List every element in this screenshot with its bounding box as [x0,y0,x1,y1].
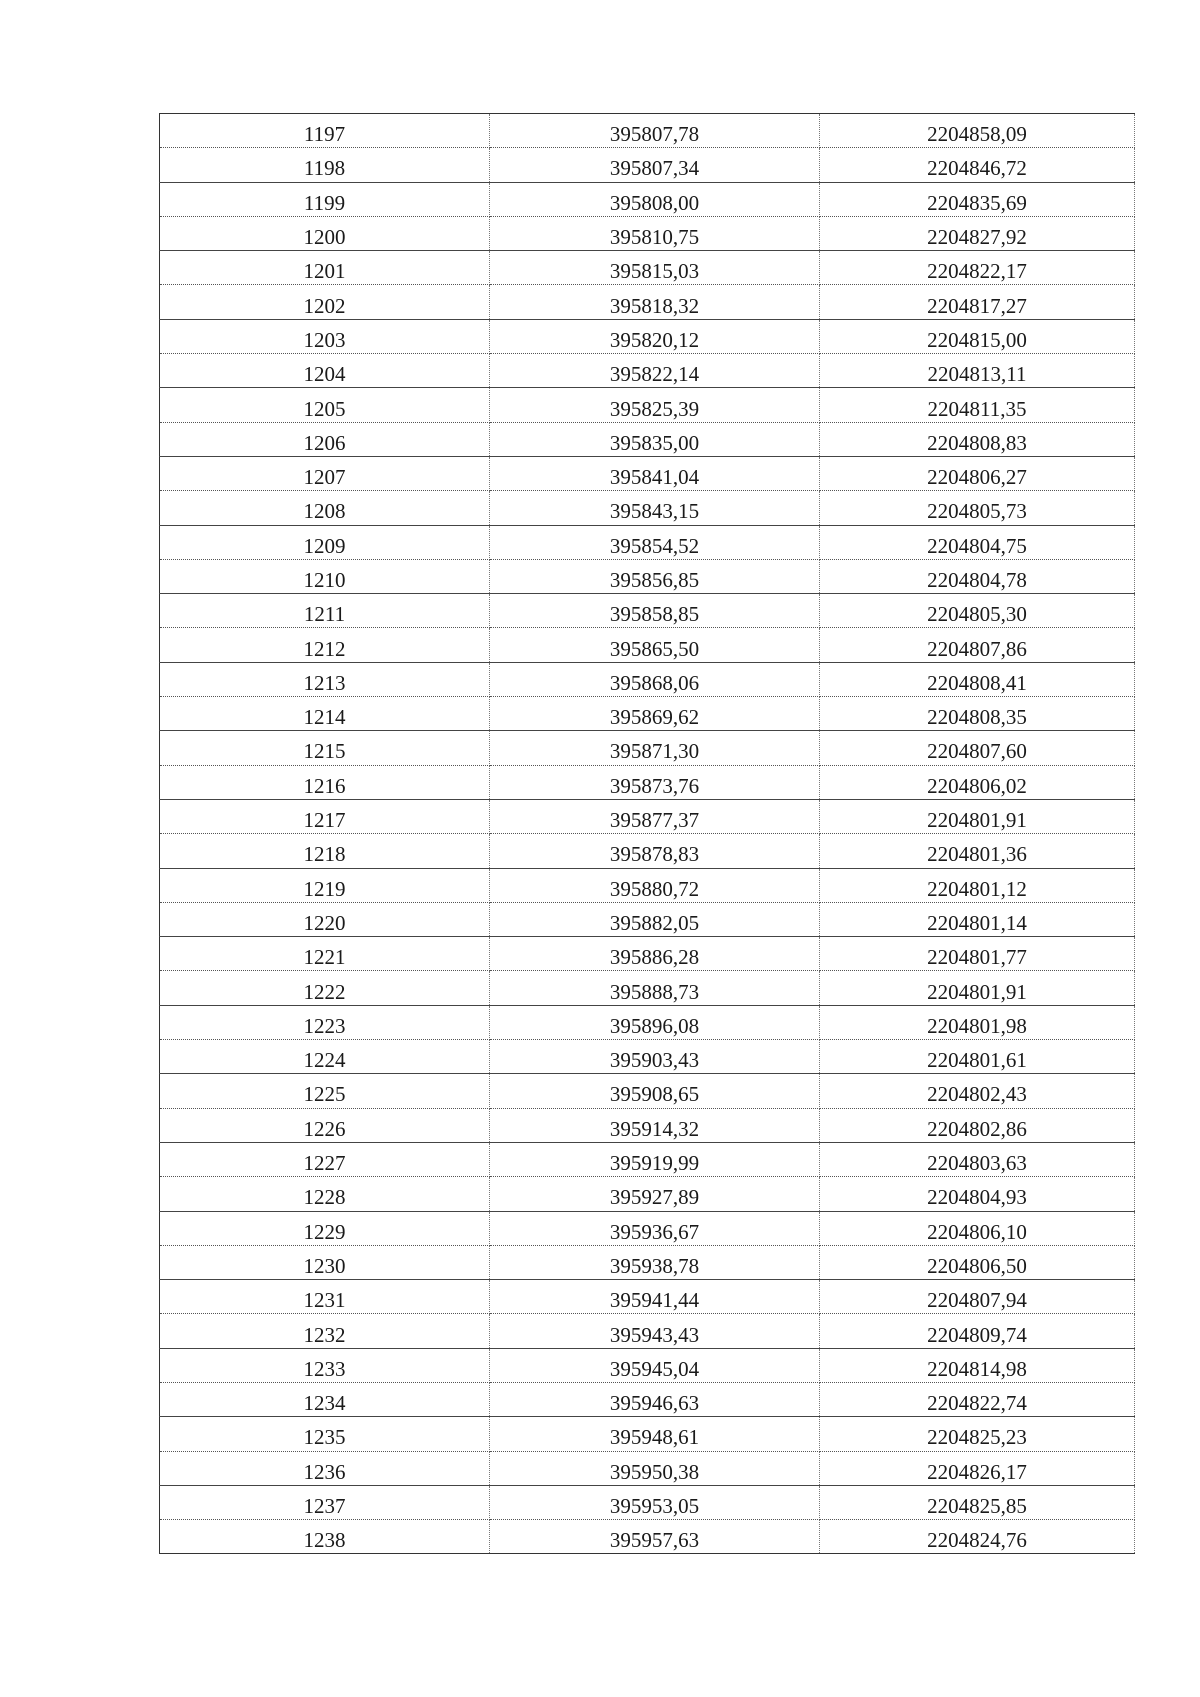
cell-text: 395815,03 [609,259,700,284]
x-coordinate-cell [490,216,820,250]
table-row [160,182,1135,216]
point-number-cell [160,731,490,765]
table-row [160,114,1135,148]
point-number-cell [160,1417,490,1451]
cell-text: 395868,06 [609,670,700,695]
cell-text: 395896,08 [609,1013,700,1038]
cell-text: 395943,43 [609,1322,700,1347]
cell-text: 1212 [303,636,346,661]
point-number-cell [160,319,490,353]
cell-text: 1238 [303,1528,346,1553]
cell-text: 395820,12 [609,327,700,352]
x-coordinate-cell [490,1314,820,1348]
cell-text: 1233 [303,1356,346,1381]
table-row [160,799,1135,833]
x-coordinate-cell [490,1382,820,1416]
cell-text: 395835,00 [609,430,700,455]
x-coordinate-cell [490,1177,820,1211]
cell-text: 395810,75 [609,225,700,250]
point-number-cell [160,1177,490,1211]
cell-text: 1197 [303,122,346,147]
x-coordinate-cell [490,559,820,593]
cell-text: 2204824,76 [927,1528,1027,1553]
cell-text: 2204805,30 [927,602,1027,627]
cell-text: 395950,38 [609,1459,700,1484]
cell-text: 1222 [303,979,346,1004]
cell-text: 395841,04 [609,465,700,490]
cell-text: 1199 [303,190,346,215]
cell-text: 2204808,41 [927,670,1027,695]
x-coordinate-cell [490,697,820,731]
point-number-cell [160,285,490,319]
cell-text: 1231 [303,1288,346,1313]
y-coordinate-cell [820,1074,1135,1108]
y-coordinate-cell [820,834,1135,868]
y-coordinate-cell [820,1348,1135,1382]
y-coordinate-cell [820,1245,1135,1279]
y-coordinate-cell [820,731,1135,765]
table-row [160,1348,1135,1382]
x-coordinate-cell [490,354,820,388]
table-row [160,319,1135,353]
point-number-cell [160,525,490,559]
x-coordinate-cell [490,319,820,353]
cell-text: 1218 [303,842,346,867]
cell-text: 1208 [303,499,346,524]
point-number-cell [160,1520,490,1554]
y-coordinate-cell [820,216,1135,250]
table-row [160,1417,1135,1451]
cell-text: 1207 [303,465,346,490]
cell-text: 395808,00 [609,190,700,215]
table-row [160,491,1135,525]
y-coordinate-cell [820,354,1135,388]
table-row [160,1280,1135,1314]
point-number-cell [160,1485,490,1519]
cell-text: 395877,37 [609,808,700,833]
cell-text: 395914,32 [609,1116,700,1141]
cell-text: 395807,78 [609,122,700,147]
cell-text: 2204804,93 [927,1185,1027,1210]
cell-text: 2204801,12 [927,876,1027,901]
cell-text: 1217 [303,808,346,833]
cell-text: 1201 [303,259,346,284]
point-number-cell [160,799,490,833]
point-number-cell [160,868,490,902]
y-coordinate-cell [820,799,1135,833]
cell-text: 2204807,94 [927,1288,1027,1313]
table-row [160,594,1135,628]
table-row [160,1382,1135,1416]
cell-text: 1215 [303,739,346,764]
table-row [160,388,1135,422]
x-coordinate-cell [490,971,820,1005]
x-coordinate-cell [490,731,820,765]
cell-text: 1224 [303,1048,346,1073]
cell-text: 395941,44 [609,1288,700,1313]
point-number-cell [160,834,490,868]
x-coordinate-cell [490,1280,820,1314]
x-coordinate-cell [490,1142,820,1176]
cell-text: 1227 [303,1151,346,1176]
cell-text: 395948,61 [609,1425,700,1450]
cell-text: 395858,85 [609,602,700,627]
cell-text: 395865,50 [609,636,700,661]
table-row [160,1314,1135,1348]
point-number-cell [160,1245,490,1279]
cell-text: 1203 [303,327,346,352]
x-coordinate-cell [490,1074,820,1108]
cell-text: 395953,05 [609,1494,700,1519]
cell-text: 2204807,86 [927,636,1027,661]
cell-text: 1223 [303,1013,346,1038]
cell-text: 2204801,77 [927,945,1027,970]
x-coordinate-cell [490,1040,820,1074]
x-coordinate-cell [490,491,820,525]
point-number-cell [160,148,490,182]
table-row [160,1074,1135,1108]
x-coordinate-cell [490,285,820,319]
x-coordinate-cell [490,1005,820,1039]
x-coordinate-cell [490,902,820,936]
cell-text: 2204822,74 [927,1391,1027,1416]
point-number-cell [160,1314,490,1348]
y-coordinate-cell [820,388,1135,422]
table-row [160,902,1135,936]
y-coordinate-cell [820,114,1135,148]
table-row [160,559,1135,593]
table-row [160,731,1135,765]
cell-text: 2204808,35 [927,705,1027,730]
cell-text: 395873,76 [609,773,700,798]
cell-text: 1229 [303,1219,346,1244]
cell-text: 1237 [303,1494,346,1519]
point-number-cell [160,697,490,731]
table-row [160,697,1135,731]
cell-text: 2204858,09 [927,122,1027,147]
cell-text: 2204802,86 [927,1116,1027,1141]
y-coordinate-cell [820,765,1135,799]
cell-text: 2204835,69 [927,190,1027,215]
x-coordinate-cell [490,114,820,148]
cell-text: 395880,72 [609,876,700,901]
table-row [160,1108,1135,1142]
cell-text: 1213 [303,670,346,695]
x-coordinate-cell [490,799,820,833]
cell-text: 1205 [303,396,346,421]
point-number-cell [160,1451,490,1485]
point-number-cell [160,216,490,250]
y-coordinate-cell [820,1451,1135,1485]
y-coordinate-cell [820,1382,1135,1416]
cell-text: 395927,89 [609,1185,700,1210]
cell-text: 1209 [303,533,346,558]
y-coordinate-cell [820,559,1135,593]
y-coordinate-cell [820,319,1135,353]
cell-text: 395869,62 [609,705,700,730]
y-coordinate-cell [820,1211,1135,1245]
y-coordinate-cell [820,1005,1135,1039]
y-coordinate-cell [820,1280,1135,1314]
cell-text: 2204827,92 [927,225,1027,250]
cell-text: 1225 [303,1082,346,1107]
point-number-cell [160,1211,490,1245]
x-coordinate-cell [490,1520,820,1554]
table-row [160,285,1135,319]
point-number-cell [160,559,490,593]
table-row [160,662,1135,696]
cell-text: 395854,52 [609,533,700,558]
table-row [160,1245,1135,1279]
y-coordinate-cell [820,971,1135,1005]
y-coordinate-cell [820,868,1135,902]
y-coordinate-cell [820,594,1135,628]
cell-text: 395825,39 [609,396,700,421]
table-row [160,868,1135,902]
cell-text: 2204801,91 [927,808,1027,833]
cell-text: 2204817,27 [927,293,1027,318]
point-number-cell [160,182,490,216]
cell-text: 395936,67 [609,1219,700,1244]
point-number-cell [160,251,490,285]
point-number-cell [160,114,490,148]
point-number-cell [160,937,490,971]
cell-text: 2204814,98 [927,1356,1027,1381]
cell-text: 1214 [303,705,346,730]
table-row [160,628,1135,662]
y-coordinate-cell [820,251,1135,285]
cell-text: 2204805,73 [927,499,1027,524]
x-coordinate-cell [490,765,820,799]
point-number-cell [160,902,490,936]
x-coordinate-cell [490,662,820,696]
point-number-cell [160,456,490,490]
table-row [160,1005,1135,1039]
point-number-cell [160,662,490,696]
point-number-cell [160,491,490,525]
table-row [160,456,1135,490]
table-row [160,937,1135,971]
y-coordinate-cell [820,697,1135,731]
cell-text: 395945,04 [609,1356,700,1381]
table-row [160,765,1135,799]
cell-text: 395818,32 [609,293,700,318]
x-coordinate-cell [490,594,820,628]
table-row [160,216,1135,250]
cell-text: 2204807,60 [927,739,1027,764]
y-coordinate-cell [820,525,1135,559]
y-coordinate-cell [820,937,1135,971]
cell-text: 1235 [303,1425,346,1450]
y-coordinate-cell [820,285,1135,319]
cell-text: 395822,14 [609,362,700,387]
table-row [160,422,1135,456]
cell-text: 2204809,74 [927,1322,1027,1347]
cell-text: 1234 [303,1391,346,1416]
cell-text: 1200 [303,225,346,250]
cell-text: 2204803,63 [927,1151,1027,1176]
point-number-cell [160,1074,490,1108]
y-coordinate-cell [820,662,1135,696]
cell-text: 2204801,14 [927,910,1027,935]
cell-text: 2204806,50 [927,1253,1027,1278]
x-coordinate-cell [490,1451,820,1485]
table-row [160,834,1135,868]
cell-text: 1219 [303,876,346,901]
point-number-cell [160,594,490,628]
point-number-cell [160,422,490,456]
y-coordinate-cell [820,1177,1135,1211]
cell-text: 395843,15 [609,499,700,524]
cell-text: 2204808,83 [927,430,1027,455]
table-row [160,1451,1135,1485]
x-coordinate-cell [490,1211,820,1245]
x-coordinate-cell [490,937,820,971]
table-row [160,1040,1135,1074]
table-row [160,1142,1135,1176]
x-coordinate-cell [490,1417,820,1451]
table-row [160,1177,1135,1211]
y-coordinate-cell [820,1520,1135,1554]
point-number-cell [160,1108,490,1142]
y-coordinate-cell [820,1314,1135,1348]
cell-text: 2204826,17 [927,1459,1027,1484]
cell-text: 2204846,72 [927,156,1027,181]
x-coordinate-cell [490,834,820,868]
x-coordinate-cell [490,1245,820,1279]
cell-text: 395908,65 [609,1082,700,1107]
cell-text: 2204815,00 [927,327,1027,352]
table-row [160,525,1135,559]
y-coordinate-cell [820,422,1135,456]
point-number-cell [160,388,490,422]
cell-text: 2204801,98 [927,1013,1027,1038]
table-row [160,1520,1135,1554]
x-coordinate-cell [490,1348,820,1382]
x-coordinate-cell [490,251,820,285]
cell-text: 395807,34 [609,156,700,181]
cell-text: 2204804,75 [927,533,1027,558]
y-coordinate-cell [820,148,1135,182]
y-coordinate-cell [820,1108,1135,1142]
cell-text: 395882,05 [609,910,700,935]
y-coordinate-cell [820,1040,1135,1074]
cell-text: 2204825,85 [927,1494,1027,1519]
table-row [160,1211,1135,1245]
y-coordinate-cell [820,182,1135,216]
point-number-cell [160,1382,490,1416]
y-coordinate-cell [820,902,1135,936]
table-row [160,1485,1135,1519]
cell-text: 1206 [303,430,346,455]
cell-text: 395919,99 [609,1151,700,1176]
cell-text: 1204 [303,362,346,387]
y-coordinate-cell [820,456,1135,490]
table-row [160,148,1135,182]
cell-text: 1220 [303,910,346,935]
cell-text: 395856,85 [609,568,700,592]
cell-text: 2204801,91 [927,979,1027,1004]
x-coordinate-cell [490,868,820,902]
point-number-cell [160,1005,490,1039]
cell-text: 2204806,27 [927,465,1027,490]
y-coordinate-cell [820,1417,1135,1451]
x-coordinate-cell [490,182,820,216]
cell-text: 1202 [303,293,346,318]
cell-text: 1226 [303,1116,346,1141]
y-coordinate-cell [820,491,1135,525]
cell-text: 1211 [303,602,346,627]
x-coordinate-cell [490,388,820,422]
point-number-cell [160,765,490,799]
point-number-cell [160,1040,490,1074]
point-number-cell [160,1142,490,1176]
cell-text: 1230 [303,1253,346,1278]
cell-text: 2204806,02 [927,773,1027,798]
x-coordinate-cell [490,422,820,456]
table-row [160,971,1135,1005]
cell-text: 2204802,43 [927,1082,1027,1107]
cell-text: 2204825,23 [927,1425,1027,1450]
cell-text: 2204811,35 [927,396,1027,421]
cell-text: 395957,63 [609,1528,700,1553]
cell-text: 395888,73 [609,979,700,1004]
y-coordinate-cell [820,1485,1135,1519]
coordinates-table [159,113,1135,1554]
cell-text: 2204801,61 [927,1048,1027,1073]
cell-text: 395878,83 [609,842,700,867]
cell-text: 395946,63 [609,1391,700,1416]
point-number-cell [160,628,490,662]
x-coordinate-cell [490,628,820,662]
cell-text: 1236 [303,1459,346,1484]
table-row [160,354,1135,388]
point-number-cell [160,971,490,1005]
cell-text: 395938,78 [609,1253,700,1278]
x-coordinate-cell [490,1108,820,1142]
cell-text: 1228 [303,1185,346,1210]
cell-text: 2204813,11 [927,362,1027,387]
x-coordinate-cell [490,456,820,490]
cell-text: 1221 [303,945,346,970]
table-row [160,251,1135,285]
cell-text: 1216 [303,773,346,798]
cell-text: 395886,28 [609,945,700,970]
y-coordinate-cell [820,1142,1135,1176]
coordinates-table-body [160,114,1135,1554]
cell-text: 1210 [303,568,346,592]
cell-text: 2204801,36 [927,842,1027,867]
cell-text: 1232 [303,1322,346,1347]
cell-text: 2204804,78 [927,568,1027,592]
point-number-cell [160,1280,490,1314]
cell-text: 2204806,10 [927,1219,1027,1244]
x-coordinate-cell [490,525,820,559]
cell-text: 1198 [303,156,346,181]
cell-text: 395903,43 [609,1048,700,1073]
point-number-cell [160,354,490,388]
cell-text: 2204822,17 [927,259,1027,284]
x-coordinate-cell [490,148,820,182]
point-number-cell [160,1348,490,1382]
x-coordinate-cell [490,1485,820,1519]
cell-text: 395871,30 [609,739,700,764]
y-coordinate-cell [820,628,1135,662]
